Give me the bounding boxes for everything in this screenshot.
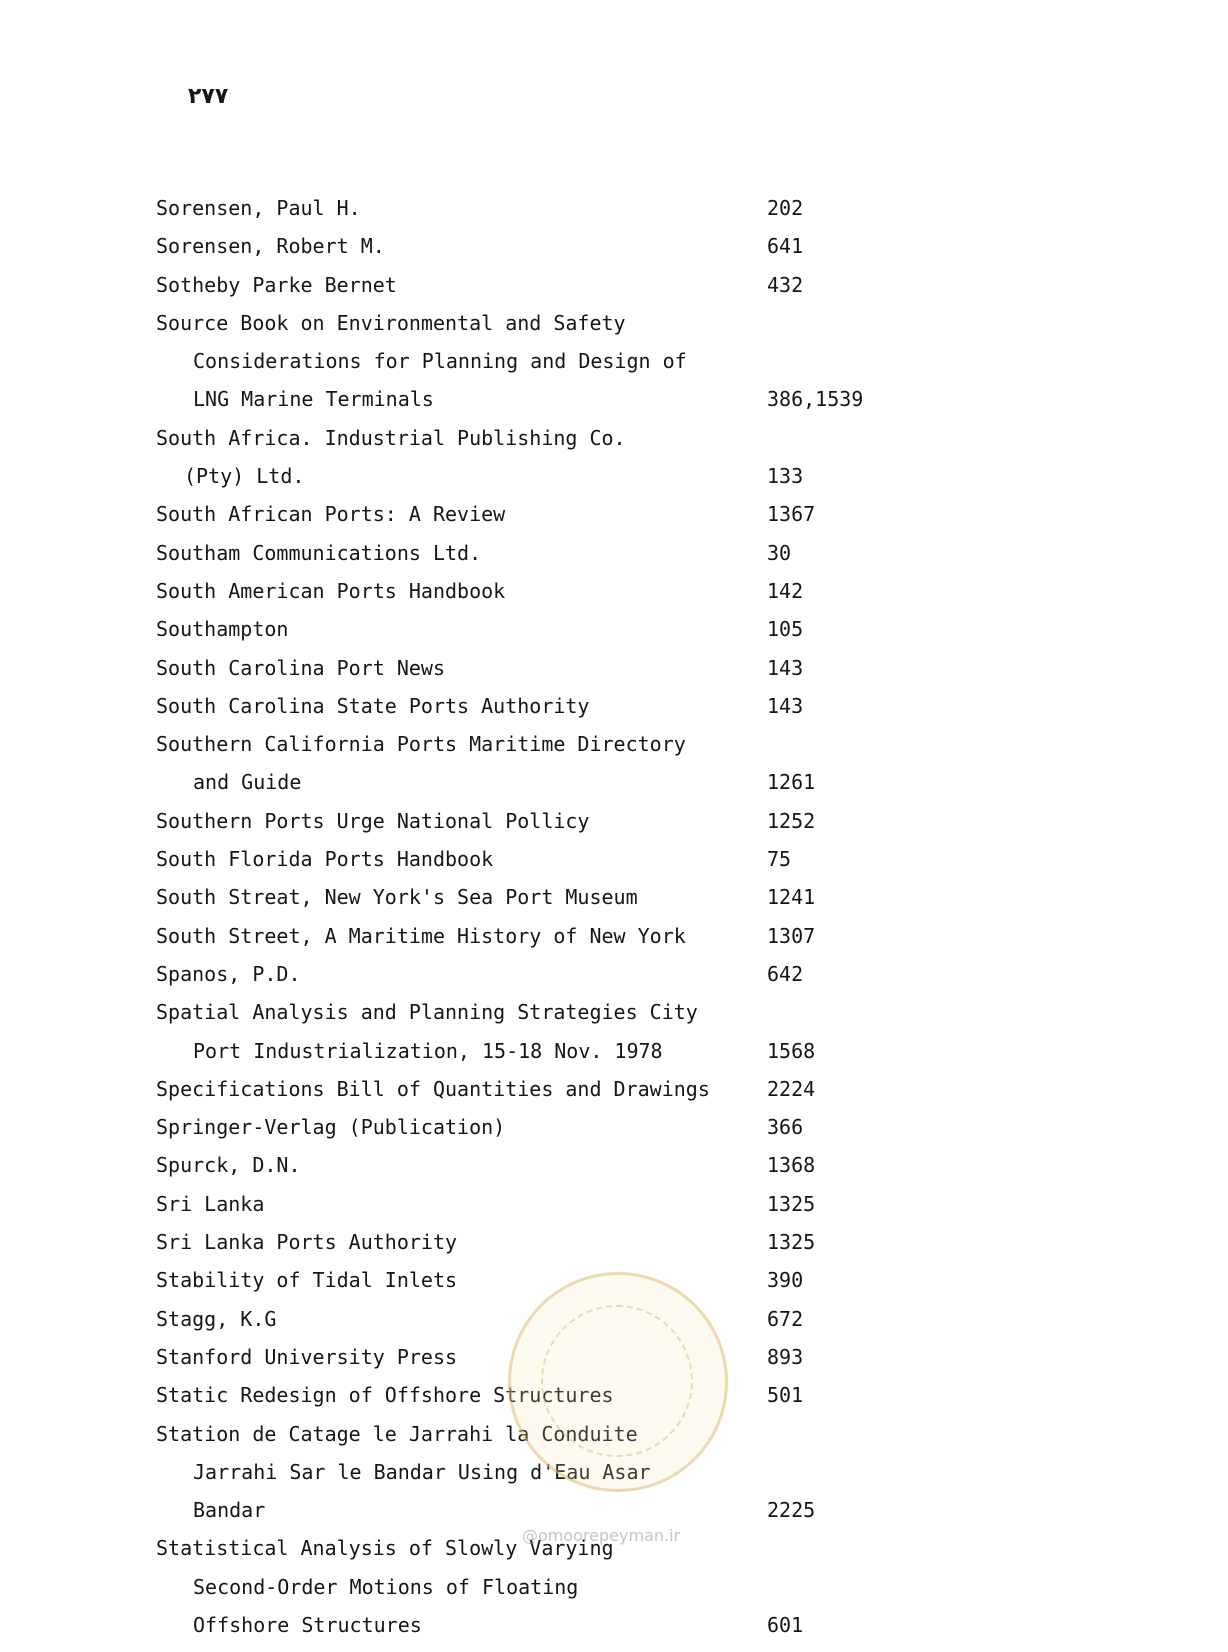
entry-text: (Pty) Ltd. <box>184 464 305 489</box>
watermark-url: @omoorepeyman.ir <box>522 1526 681 1545</box>
entry-page: 2225 <box>767 1498 816 1523</box>
entry-text: Specifications Bill of Quantities and Drawings <box>156 1076 710 1101</box>
entry-page: 672 <box>767 1306 804 1331</box>
index-entry <box>0 1146 1228 1184</box>
index-entry <box>0 993 1228 1031</box>
index-entry <box>0 266 1228 304</box>
index-entry <box>0 802 1228 840</box>
entry-text: Stability of Tidal Inlets <box>156 1268 458 1293</box>
entry-text: Springer-Verlag (Publication) <box>156 1115 506 1140</box>
entry-page: 601 <box>767 1612 804 1637</box>
index-entry <box>0 878 1228 916</box>
index-entry <box>0 572 1228 610</box>
entry-text: Spanos, P.D. <box>156 961 301 986</box>
entry-page: 1241 <box>767 885 816 910</box>
entry-text: Southern California Ports Maritime Directory <box>156 732 686 757</box>
entry-page: 366 <box>767 1115 804 1140</box>
entry-text: Sorensen, Paul H. <box>156 196 361 220</box>
entry-text: South American Ports Handbook <box>156 578 506 603</box>
entry-page: 143 <box>767 693 804 718</box>
entry-text: South Florida Ports Handbook <box>156 847 494 872</box>
index-entry <box>0 1300 1228 1338</box>
entry-page: 1368 <box>767 1153 816 1178</box>
entry-page: 142 <box>767 578 804 603</box>
index-entry <box>0 1185 1228 1223</box>
index-entry-continuation <box>0 1032 1228 1070</box>
entry-text: Considerations for Planning and Design of <box>193 349 687 374</box>
entry-text: Stagg, K.G <box>156 1306 277 1331</box>
index-entry <box>0 840 1228 878</box>
entry-page: 432 <box>767 272 804 297</box>
index-entry <box>0 189 1228 227</box>
index-entry <box>0 649 1228 687</box>
index-entry <box>0 1070 1228 1108</box>
entry-text: Second-Order Motions of Floating <box>193 1574 579 1599</box>
entry-text: Sotheby Parke Bernet <box>156 272 397 297</box>
entry-text: Southampton <box>156 617 289 642</box>
entry-page: 143 <box>767 655 804 680</box>
entry-text: Offshore Structures <box>193 1612 422 1637</box>
entry-text: Sri Lanka <box>156 1191 265 1216</box>
entry-page: 641 <box>767 234 804 259</box>
page-number: ۲۷۷ <box>188 84 229 109</box>
index-entry <box>0 304 1228 342</box>
index-entry <box>0 1223 1228 1261</box>
entry-text: and Guide <box>193 770 302 795</box>
index-entry <box>0 955 1228 993</box>
entry-page: 1261 <box>767 770 816 795</box>
entry-text: Statistical Analysis of Slowly Varying <box>156 1536 614 1561</box>
entry-text: Station de Catage le Jarrahi la Conduite <box>156 1421 638 1446</box>
entry-text: LNG Marine Terminals <box>193 387 434 412</box>
entry-page: 2224 <box>767 1076 816 1101</box>
index-entry-continuation <box>0 763 1228 801</box>
index-entry <box>0 917 1228 955</box>
entry-page: 1307 <box>767 923 816 948</box>
entry-text: Southern Ports Urge National Pollicy <box>156 808 590 833</box>
index-entry <box>0 227 1228 265</box>
index-entry <box>0 1338 1228 1376</box>
entry-text: South Street, A Maritime History of New York <box>156 923 686 948</box>
index-entries <box>0 189 1228 1644</box>
index-entry-continuation <box>0 1453 1228 1491</box>
entry-text: South Africa. Industrial Publishing Co. <box>156 425 626 450</box>
index-entry <box>0 610 1228 648</box>
entry-text: Port Industrialization, 15-18 Nov. 1978 <box>193 1038 663 1063</box>
index-entry <box>0 1376 1228 1414</box>
entry-page: 390 <box>767 1268 804 1293</box>
index-entry <box>0 534 1228 572</box>
index-entry-continuation <box>0 1606 1228 1644</box>
entry-text: South Carolina State Ports Authority <box>156 693 590 718</box>
entry-page: 1252 <box>767 808 816 833</box>
entry-page: 1568 <box>767 1038 816 1063</box>
entry-text: Stanford University Press <box>156 1344 458 1369</box>
index-entry <box>0 725 1228 763</box>
entry-page: 893 <box>767 1344 804 1369</box>
index-entry <box>0 1415 1228 1453</box>
index-entry-continuation <box>0 342 1228 380</box>
entry-text: Jarrahi Sar le Bandar Using d'Eau Asar <box>193 1459 651 1484</box>
entry-text: Sorensen, Robert M. <box>156 234 385 259</box>
entry-page: 1367 <box>767 502 816 527</box>
entry-text: South Carolina Port News <box>156 655 445 680</box>
entry-text: Static Redesign of Offshore Structures <box>156 1383 614 1408</box>
entry-text: South Streat, New York's Sea Port Museum <box>156 885 638 910</box>
index-entry-continuation <box>0 457 1228 495</box>
entry-page: 1325 <box>767 1191 816 1216</box>
entry-text: Sri Lanka Ports Authority <box>156 1230 458 1255</box>
entry-text: Bandar <box>193 1498 266 1523</box>
entry-page: 642 <box>767 961 804 986</box>
entry-text: Source Book on Environmental and Safety <box>156 310 626 335</box>
entry-page: 30 <box>767 540 792 565</box>
entry-text: Spatial Analysis and Planning Strategies City <box>156 1000 698 1025</box>
index-entry <box>0 1108 1228 1146</box>
entry-page: 386,1539 <box>767 387 864 412</box>
entry-page: 1325 <box>767 1230 816 1255</box>
entry-page: 105 <box>767 617 804 642</box>
index-entry <box>0 687 1228 725</box>
index-entry <box>0 419 1228 457</box>
entry-page: 501 <box>767 1383 804 1408</box>
entry-page: 133 <box>767 464 804 489</box>
entry-page: 202 <box>767 196 804 220</box>
index-entry-continuation <box>0 380 1228 418</box>
entry-text: Spurck, D.N. <box>156 1153 301 1178</box>
entry-text: South African Ports: A Review <box>156 502 506 527</box>
entry-page: 75 <box>767 847 792 872</box>
index-entry-continuation <box>0 1568 1228 1606</box>
index-entry <box>0 495 1228 533</box>
index-entry-continuation <box>0 1491 1228 1529</box>
index-entry <box>0 1261 1228 1299</box>
entry-text: Southam Communications Ltd. <box>156 540 482 565</box>
